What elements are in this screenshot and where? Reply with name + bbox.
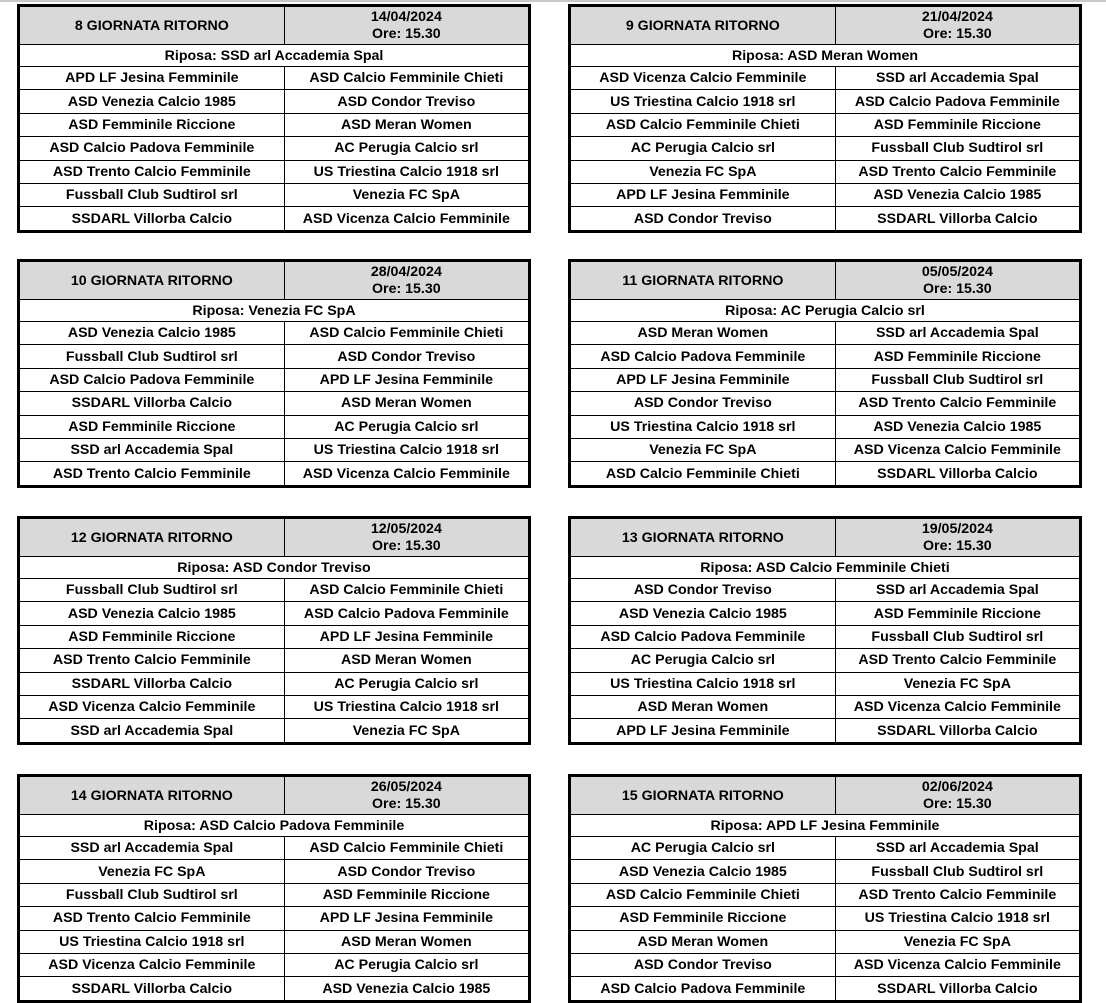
home-team: ASD Vicenza Calcio Femminile xyxy=(571,67,836,90)
home-team: Fussball Club Sudtirol srl xyxy=(20,883,285,906)
round-date-time xyxy=(835,777,1079,815)
round-header-row xyxy=(20,777,529,815)
round-date-time xyxy=(835,262,1079,300)
away-team: Fussball Club Sudtirol srl xyxy=(835,137,1079,160)
home-team: SSD arl Accademia Spal xyxy=(20,719,285,742)
home-team: ASD Condor Treviso xyxy=(571,579,836,602)
match-row xyxy=(571,345,1080,368)
rest-row xyxy=(571,557,1080,579)
round-date-time xyxy=(835,7,1079,45)
round-header-row xyxy=(20,262,529,300)
match-row xyxy=(571,67,1080,90)
away-team: ASD Calcio Femminile Chieti xyxy=(284,837,528,860)
home-team: APD LF Jesina Femminile xyxy=(20,67,285,90)
round-header-row xyxy=(571,7,1080,45)
match-row xyxy=(20,883,529,906)
round-date: 19/05/2024 xyxy=(921,520,993,537)
home-team: Fussball Club Sudtirol srl xyxy=(20,183,285,206)
away-team: ASD Venezia Calcio 1985 xyxy=(835,183,1079,206)
home-team: AC Perugia Calcio srl xyxy=(571,837,836,860)
round-time: Ore: 15.30 xyxy=(372,25,441,42)
match-row xyxy=(571,579,1080,602)
match-row xyxy=(20,345,529,368)
away-team: SSDARL Villorba Calcio xyxy=(835,207,1079,230)
home-team: ASD Femminile Riccione xyxy=(20,415,285,438)
fixture-table xyxy=(570,776,1080,1001)
away-team: SSDARL Villorba Calcio xyxy=(835,977,1079,1000)
match-row xyxy=(571,183,1080,206)
match-row xyxy=(20,392,529,415)
round-time: Ore: 15.30 xyxy=(372,537,441,554)
match-row xyxy=(571,649,1080,672)
match-row xyxy=(571,160,1080,183)
round-date: 05/05/2024 xyxy=(921,263,993,280)
away-team: SSD arl Accademia Spal xyxy=(835,579,1079,602)
fixture-table xyxy=(19,261,529,486)
round-table xyxy=(17,259,531,488)
home-team: US Triestina Calcio 1918 srl xyxy=(571,90,836,113)
away-team: ASD Venezia Calcio 1985 xyxy=(835,415,1079,438)
away-team: ASD Femminile Riccione xyxy=(835,345,1079,368)
match-row xyxy=(20,90,529,113)
home-team: APD LF Jesina Femminile xyxy=(571,183,836,206)
home-team: ASD Calcio Femminile Chieti xyxy=(571,462,836,485)
round-date: 14/04/2024 xyxy=(370,8,442,25)
match-row xyxy=(571,953,1080,976)
match-row xyxy=(571,438,1080,461)
round-date: 21/04/2024 xyxy=(921,8,993,25)
match-row xyxy=(571,672,1080,695)
home-team: ASD Vicenza Calcio Femminile xyxy=(20,695,285,718)
home-team: ASD Femminile Riccione xyxy=(571,907,836,930)
match-row xyxy=(20,695,529,718)
away-team: ASD Trento Calcio Femminile xyxy=(835,883,1079,906)
match-row xyxy=(20,930,529,953)
rest-row xyxy=(571,300,1080,322)
match-row xyxy=(571,415,1080,438)
away-team: SSDARL Villorba Calcio xyxy=(835,462,1079,485)
home-team: ASD Calcio Padova Femminile xyxy=(571,977,836,1000)
round-time: Ore: 15.30 xyxy=(372,280,441,297)
away-team: APD LF Jesina Femminile xyxy=(284,368,528,391)
round-title: 10 GIORNATA RITORNO xyxy=(20,262,285,300)
home-team: SSDARL Villorba Calcio xyxy=(20,977,285,1000)
home-team: ASD Trento Calcio Femminile xyxy=(20,907,285,930)
match-row xyxy=(571,625,1080,648)
match-row xyxy=(571,207,1080,230)
rest-row xyxy=(571,45,1080,67)
rest-row xyxy=(571,815,1080,837)
home-team: AC Perugia Calcio srl xyxy=(571,137,836,160)
round-title: 13 GIORNATA RITORNO xyxy=(571,519,836,557)
away-team: ASD Meran Women xyxy=(284,113,528,136)
match-row xyxy=(20,837,529,860)
away-team: APD LF Jesina Femminile xyxy=(284,625,528,648)
away-team: ASD Trento Calcio Femminile xyxy=(835,392,1079,415)
round-table xyxy=(17,516,531,745)
away-team: ASD Calcio Padova Femminile xyxy=(835,90,1079,113)
match-row xyxy=(571,695,1080,718)
away-team: Venezia FC SpA xyxy=(284,183,528,206)
fixture-table xyxy=(19,776,529,1001)
match-row xyxy=(20,438,529,461)
away-team: Fussball Club Sudtirol srl xyxy=(835,368,1079,391)
round-date: 26/05/2024 xyxy=(370,778,442,795)
round-table xyxy=(568,774,1082,1003)
away-team: ASD Venezia Calcio 1985 xyxy=(284,977,528,1000)
round-title: 12 GIORNATA RITORNO xyxy=(20,519,285,557)
home-team: US Triestina Calcio 1918 srl xyxy=(571,672,836,695)
rest-row xyxy=(20,815,529,837)
away-team: ASD Trento Calcio Femminile xyxy=(835,160,1079,183)
match-row xyxy=(571,462,1080,485)
away-team: Venezia FC SpA xyxy=(835,672,1079,695)
match-row xyxy=(20,672,529,695)
away-team: AC Perugia Calcio srl xyxy=(284,953,528,976)
home-team: ASD Venezia Calcio 1985 xyxy=(571,860,836,883)
home-team: ASD Trento Calcio Femminile xyxy=(20,649,285,672)
match-row xyxy=(571,90,1080,113)
away-team: US Triestina Calcio 1918 srl xyxy=(835,907,1079,930)
rest-row xyxy=(20,300,529,322)
rest-team: Riposa: Venezia FC SpA xyxy=(20,300,529,322)
round-table xyxy=(17,774,531,1003)
home-team: ASD Venezia Calcio 1985 xyxy=(20,602,285,625)
home-team: SSD arl Accademia Spal xyxy=(20,837,285,860)
home-team: SSDARL Villorba Calcio xyxy=(20,392,285,415)
round-time: Ore: 15.30 xyxy=(372,795,441,812)
away-team: ASD Condor Treviso xyxy=(284,345,528,368)
home-team: ASD Meran Women xyxy=(571,930,836,953)
home-team: Fussball Club Sudtirol srl xyxy=(20,345,285,368)
round-title: 8 GIORNATA RITORNO xyxy=(20,7,285,45)
away-team: ASD Vicenza Calcio Femminile xyxy=(835,695,1079,718)
match-row xyxy=(20,160,529,183)
match-row xyxy=(20,860,529,883)
away-team: ASD Meran Women xyxy=(284,392,528,415)
home-team: ASD Condor Treviso xyxy=(571,953,836,976)
fixture-table xyxy=(19,518,529,743)
home-team: ASD Trento Calcio Femminile xyxy=(20,160,285,183)
away-team: Fussball Club Sudtirol srl xyxy=(835,625,1079,648)
round-table xyxy=(17,4,531,233)
home-team: ASD Femminile Riccione xyxy=(20,625,285,648)
match-row xyxy=(20,322,529,345)
round-header-row xyxy=(20,7,529,45)
away-team: ASD Meran Women xyxy=(284,930,528,953)
rest-team: Riposa: APD LF Jesina Femminile xyxy=(571,815,1080,837)
away-team: ASD Femminile Riccione xyxy=(835,602,1079,625)
match-row xyxy=(20,137,529,160)
match-row xyxy=(571,930,1080,953)
match-row xyxy=(20,579,529,602)
round-date-time xyxy=(284,7,528,45)
home-team: US Triestina Calcio 1918 srl xyxy=(571,415,836,438)
round-title: 14 GIORNATA RITORNO xyxy=(20,777,285,815)
round-table xyxy=(568,516,1082,745)
home-team: SSD arl Accademia Spal xyxy=(20,438,285,461)
away-team: ASD Calcio Femminile Chieti xyxy=(284,579,528,602)
round-date-time xyxy=(284,262,528,300)
match-row xyxy=(571,719,1080,742)
round-table xyxy=(568,4,1082,233)
away-team: Venezia FC SpA xyxy=(284,719,528,742)
home-team: Fussball Club Sudtirol srl xyxy=(20,579,285,602)
home-team: ASD Femminile Riccione xyxy=(20,113,285,136)
round-header-row xyxy=(571,519,1080,557)
home-team: ASD Meran Women xyxy=(571,695,836,718)
round-date-time xyxy=(835,519,1079,557)
home-team: Venezia FC SpA xyxy=(571,438,836,461)
away-team: US Triestina Calcio 1918 srl xyxy=(284,438,528,461)
fixture-table xyxy=(570,261,1080,486)
away-team: AC Perugia Calcio srl xyxy=(284,415,528,438)
away-team: ASD Vicenza Calcio Femminile xyxy=(284,207,528,230)
away-team: SSD arl Accademia Spal xyxy=(835,322,1079,345)
fixture-table xyxy=(570,518,1080,743)
round-date: 28/04/2024 xyxy=(370,263,442,280)
round-title: 9 GIORNATA RITORNO xyxy=(571,7,836,45)
match-row xyxy=(20,368,529,391)
round-date-time xyxy=(284,777,528,815)
home-team: ASD Venezia Calcio 1985 xyxy=(20,90,285,113)
round-header-row xyxy=(571,777,1080,815)
match-row xyxy=(20,183,529,206)
away-team: SSD arl Accademia Spal xyxy=(835,837,1079,860)
home-team: ASD Venezia Calcio 1985 xyxy=(20,322,285,345)
rest-team: Riposa: ASD Meran Women xyxy=(571,45,1080,67)
home-team: ASD Calcio Padova Femminile xyxy=(571,625,836,648)
rest-team: Riposa: SSD arl Accademia Spal xyxy=(20,45,529,67)
match-row xyxy=(571,602,1080,625)
away-team: Fussball Club Sudtirol srl xyxy=(835,860,1079,883)
away-team: Venezia FC SpA xyxy=(835,930,1079,953)
rest-team: Riposa: ASD Condor Treviso xyxy=(20,557,529,579)
round-date: 12/05/2024 xyxy=(370,520,442,537)
away-team: APD LF Jesina Femminile xyxy=(284,907,528,930)
away-team: ASD Calcio Padova Femminile xyxy=(284,602,528,625)
round-time: Ore: 15.30 xyxy=(923,25,992,42)
home-team: ASD Vicenza Calcio Femminile xyxy=(20,953,285,976)
home-team: ASD Calcio Femminile Chieti xyxy=(571,883,836,906)
away-team: AC Perugia Calcio srl xyxy=(284,137,528,160)
home-team: AC Perugia Calcio srl xyxy=(571,649,836,672)
away-team: ASD Femminile Riccione xyxy=(284,883,528,906)
away-team: ASD Vicenza Calcio Femminile xyxy=(284,462,528,485)
away-team: ASD Calcio Femminile Chieti xyxy=(284,322,528,345)
round-date: 02/06/2024 xyxy=(921,778,993,795)
match-row xyxy=(571,137,1080,160)
home-team: ASD Calcio Padova Femminile xyxy=(20,368,285,391)
fixture-table xyxy=(19,6,529,231)
home-team: US Triestina Calcio 1918 srl xyxy=(20,930,285,953)
round-header-row xyxy=(20,519,529,557)
round-time: Ore: 15.30 xyxy=(923,280,992,297)
round-table xyxy=(568,259,1082,488)
rest-row xyxy=(20,45,529,67)
away-team: ASD Vicenza Calcio Femminile xyxy=(835,438,1079,461)
match-row xyxy=(20,907,529,930)
match-row xyxy=(571,907,1080,930)
home-team: Venezia FC SpA xyxy=(571,160,836,183)
round-title: 15 GIORNATA RITORNO xyxy=(571,777,836,815)
match-row xyxy=(20,649,529,672)
match-row xyxy=(571,977,1080,1000)
rest-team: Riposa: AC Perugia Calcio srl xyxy=(571,300,1080,322)
match-row xyxy=(20,113,529,136)
match-row xyxy=(571,113,1080,136)
home-team: ASD Condor Treviso xyxy=(571,392,836,415)
round-title: 11 GIORNATA RITORNO xyxy=(571,262,836,300)
away-team: ASD Vicenza Calcio Femminile xyxy=(835,953,1079,976)
round-time: Ore: 15.30 xyxy=(923,537,992,554)
match-row xyxy=(20,719,529,742)
match-row xyxy=(20,207,529,230)
away-team: AC Perugia Calcio srl xyxy=(284,672,528,695)
away-team: ASD Meran Women xyxy=(284,649,528,672)
away-team: ASD Femminile Riccione xyxy=(835,113,1079,136)
rest-team: Riposa: ASD Calcio Femminile Chieti xyxy=(571,557,1080,579)
match-row xyxy=(571,368,1080,391)
round-date-time xyxy=(284,519,528,557)
away-team: US Triestina Calcio 1918 srl xyxy=(284,160,528,183)
home-team: APD LF Jesina Femminile xyxy=(571,719,836,742)
match-row xyxy=(571,860,1080,883)
fixture-table xyxy=(570,6,1080,231)
away-team: ASD Condor Treviso xyxy=(284,860,528,883)
home-team: ASD Calcio Padova Femminile xyxy=(20,137,285,160)
home-team: SSDARL Villorba Calcio xyxy=(20,207,285,230)
match-row xyxy=(571,837,1080,860)
match-row xyxy=(20,415,529,438)
home-team: APD LF Jesina Femminile xyxy=(571,368,836,391)
home-team: ASD Calcio Femminile Chieti xyxy=(571,113,836,136)
home-team: SSDARL Villorba Calcio xyxy=(20,672,285,695)
round-time: Ore: 15.30 xyxy=(923,795,992,812)
away-team: ASD Condor Treviso xyxy=(284,90,528,113)
match-row xyxy=(20,977,529,1000)
match-row xyxy=(20,602,529,625)
rest-row xyxy=(20,557,529,579)
match-row xyxy=(20,953,529,976)
round-header-row xyxy=(571,262,1080,300)
match-row xyxy=(20,625,529,648)
match-row xyxy=(571,883,1080,906)
match-row xyxy=(20,67,529,90)
home-team: ASD Condor Treviso xyxy=(571,207,836,230)
away-team: ASD Trento Calcio Femminile xyxy=(835,649,1079,672)
rest-team: Riposa: ASD Calcio Padova Femminile xyxy=(20,815,529,837)
away-team: US Triestina Calcio 1918 srl xyxy=(284,695,528,718)
home-team: ASD Meran Women xyxy=(571,322,836,345)
away-team: SSDARL Villorba Calcio xyxy=(835,719,1079,742)
match-row xyxy=(571,322,1080,345)
home-team: Venezia FC SpA xyxy=(20,860,285,883)
away-team: ASD Calcio Femminile Chieti xyxy=(284,67,528,90)
match-row xyxy=(571,392,1080,415)
away-team: SSD arl Accademia Spal xyxy=(835,67,1079,90)
home-team: ASD Venezia Calcio 1985 xyxy=(571,602,836,625)
match-row xyxy=(20,462,529,485)
home-team: ASD Calcio Padova Femminile xyxy=(571,345,836,368)
home-team: ASD Trento Calcio Femminile xyxy=(20,462,285,485)
